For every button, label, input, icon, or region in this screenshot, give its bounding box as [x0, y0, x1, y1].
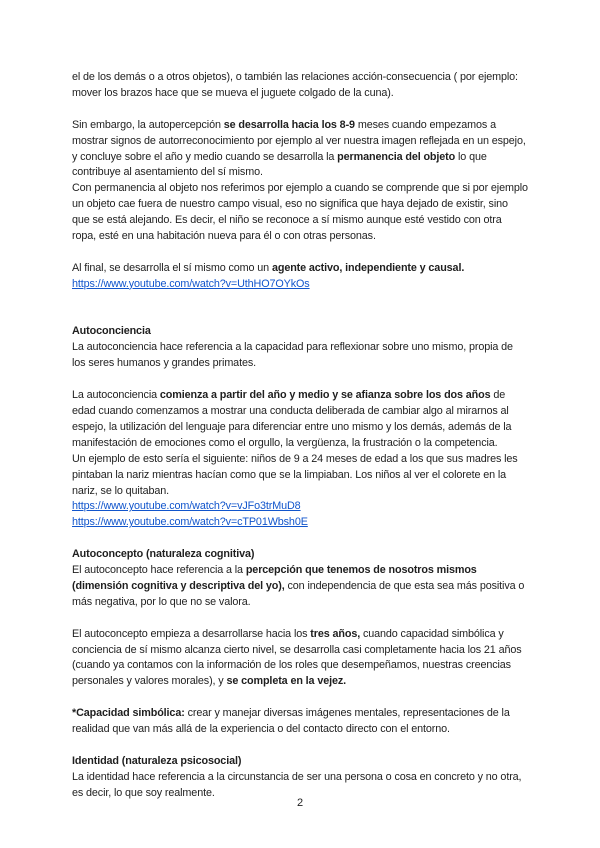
paragraph-accion-consecuencia: [72, 70, 528, 102]
link-line: [72, 277, 528, 293]
page-number: 2: [296, 797, 304, 809]
link-line: [72, 515, 528, 531]
bold-text: permanencia del objeto: [337, 150, 456, 163]
paragraph-text: lo que contribuye al asentamiento del sí mismo.: [72, 150, 487, 179]
link-line: [72, 499, 528, 515]
paragraph-text: con independencia de que esta sea más positiva o más negativa, por lo que no se valora.: [72, 579, 525, 608]
heading-autoconcepto: Autoconcepto (naturaleza cognitiva): [72, 548, 255, 561]
paragraph-text: de edad cuando comenzamos a mostrar una conducta deliberada de cambiar algo al mirarnos al espejo, la utilización del lenguaje para diferenciar entre uno mismo y los demás, además de la manifestación de emociones como el orgullo, la vergüenza, la frustración o la competencia.: [72, 389, 512, 449]
paragraph-text: La autoconciencia hace referencia a la capacidad para reflexionar sobre uno mismo, propia de los seres humanos y grandes primates.: [72, 341, 513, 370]
paragraph-permanencia: [72, 181, 528, 245]
bold-text: se completa en la vejez.: [226, 675, 347, 688]
paragraph-text: Al final, se desarrolla el sí mismo como un: [72, 261, 272, 274]
paragraph-text: El autoconcepto hace referencia a la: [72, 564, 246, 577]
paragraph-text: el de los demás o a otros objetos), o también las relaciones acción-consecuencia ( por ejemplo: mover los brazos hace que se mueva el juguete colgado de la cuna).: [72, 71, 518, 99]
bold-text: *Capacidad simbólica:: [72, 707, 185, 720]
document-page: [72, 70, 528, 802]
paragraph-autopercepcion: [72, 118, 528, 182]
paragraph-agente-activo: [72, 261, 528, 277]
paragraph-autoconcepto-edad: [72, 627, 528, 691]
bold-text: comienza a partir del año y medio y se afianza sobre los dos años: [159, 389, 491, 402]
paragraph-text: La identidad hace referencia a la circunstancia de ser una persona o cosa en concreto y no otra, es decir, lo que soy realmente.: [72, 770, 522, 799]
heading-autoconciencia: Autoconciencia: [72, 325, 151, 338]
youtube-link[interactable]: https://www.youtube.com/watch?v=UthHO7OYkOs: [72, 277, 310, 290]
paragraph-text: cuando capacidad simbólica y conciencia de sí mismo alcanza cierto nivel, se desarrolla casi completamente hacia los 21 años (cuando ya contamos con la información de los roles que desempeñamos, nuestras creencias personales y valores morales), y: [72, 627, 522, 688]
heading-identidad: Identidad (naturaleza psicosocial): [72, 754, 242, 767]
youtube-link[interactable]: https://www.youtube.com/watch?v=vJFo3trMuD8: [72, 500, 301, 513]
paragraph-text: La autoconciencia: [72, 389, 160, 402]
paragraph-text: El autoconcepto empieza a desarrollarse hacia los: [72, 627, 311, 640]
paragraph-text: meses cuando empezamos a mostrar signos de autorreconocimiento por ejemplo al ver nuestra imagen reflejada en un espejo, y concluye sobre el año y medio cuando se desarrolla la: [72, 118, 526, 163]
paragraph-autoconciencia-def: [72, 340, 528, 372]
paragraph-autoconcepto-def: [72, 563, 528, 611]
paragraph-text: Sin embargo, la autopercepción: [72, 118, 224, 131]
youtube-link[interactable]: https://www.youtube.com/watch?v=cTP01Wbsh0E: [72, 516, 308, 529]
paragraph-text: Con permanencia al objeto nos referimos por ejemplo a cuando se comprende que si por ejemplo un objeto cae fuera de nuestro campo visual, eso no significa que haya dejado de existir, sino que se está alejando. Es decir, el niño se reconoce a sí mismo aunque esté vestido con otra ropa, esté en una habitación nueva para él o con otras personas.: [72, 182, 528, 243]
paragraph-autoconciencia-edad: [72, 388, 528, 452]
bold-text: agente activo, independiente y causal.: [271, 261, 465, 274]
paragraph-text: crear y manejar diversas imágenes mentales, representaciones de la realidad que van más allá de la experiencia o del contacto directo con el entorno.: [72, 707, 510, 736]
bold-text: tres años,: [310, 627, 361, 640]
paragraph-text: Un ejemplo de esto sería el siguiente: niños de 9 a 24 meses de edad a los que sus madres les pintaban la nariz mientras hacían como que se la limpiaban. Los niños al ver el colorete en la nariz, se lo quitaban.: [72, 452, 518, 497]
bold-text: se desarrolla hacia los 8-9: [223, 118, 355, 131]
bold-text: percepción que tenemos de nosotros mismos (dimensión cognitiva y descriptiva del yo),: [72, 564, 477, 592]
paragraph-capacidad-simbolica: [72, 706, 528, 738]
paragraph-ejemplo: [72, 452, 528, 500]
